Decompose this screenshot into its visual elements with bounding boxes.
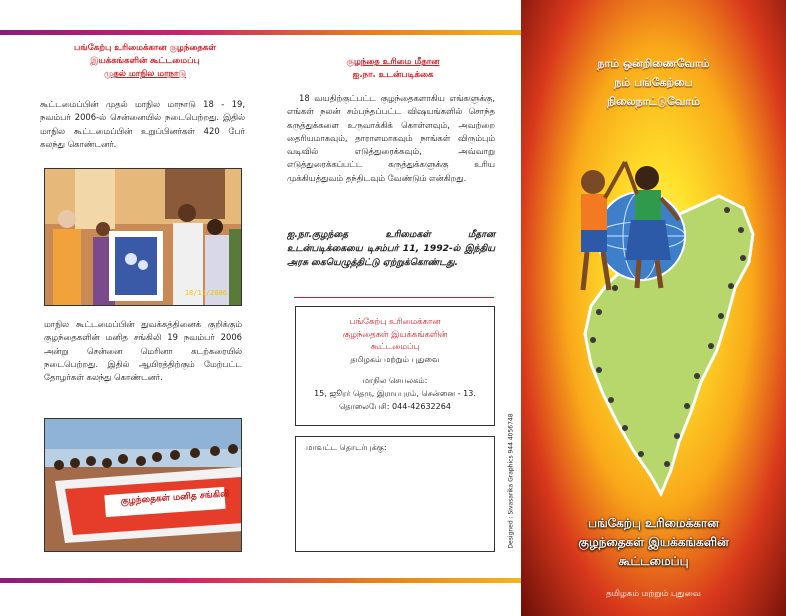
designer-credit <box>505 406 517 556</box>
left-panel-title <box>40 42 250 81</box>
human-chain-photo-image <box>45 419 242 552</box>
contact-org-line-3: கூட்டமைப்பு <box>370 341 420 351</box>
cover-org-line-2: குழந்தைகள் இயக்கங்களின் <box>578 535 729 549</box>
cover-region: தமிழகம் மற்றும் புதுவை <box>606 589 701 599</box>
left-title-line-1: பங்கேற்பு உரிமைக்கான குழந்தைகள் <box>73 43 217 53</box>
photo-date-stamp: 18/11/2006 <box>184 289 227 297</box>
left-title-line-3: முதல் மாநில மாநாடு <box>103 69 187 79</box>
contact-org-name <box>296 315 494 353</box>
district-contact-box <box>295 436 495 552</box>
contact-org-line-2: குழந்தைகள் இயக்கங்களின் <box>342 328 448 339</box>
cover-org-name <box>521 514 786 571</box>
left-title-line-2: இயக்கங்களின் கூட்டமைப்பு <box>90 56 200 66</box>
slogan-line-3: நிலைநாட்டுவோம் <box>607 95 700 108</box>
top-color-bar <box>0 30 521 35</box>
slogan-line-2: நம் பங்கேற்பை <box>614 76 693 89</box>
cover-illustration <box>521 150 786 510</box>
human-chain-paragraph: மாநில கூட்டமைப்பின் துவக்கத்தினைக் குறிக்கும் குழந்தைகளின் மனித சங்கிலி 19 நவம்பர் 2006 அன்று சென்னை மெரினா கடற்கரையில் நடைபெற்றது. இதில் ஆயிரத்திற்கும் மேற்பட்ட தோழர்கள் கலந்து கொண்டனர். <box>44 319 242 383</box>
office-phone: தொலைபேசி: 044-42632264 <box>339 401 451 411</box>
india-signing-paragraph: ஐ.நா.குழந்தை உரிமைகள் மீதான உடன்படிக்கையை டிசம்பர் 11, 1992-ல் இந்திய அரசு கையெழுத்திட்டு ஏற்றுக்கொண்டது. <box>287 229 495 268</box>
designer-credit-text: Designed : Sivasarika Graphics 944 4056748 <box>507 413 515 549</box>
office-address: 15, ஜூரர் தெரு, இராயபுரம், சென்னை - 13. <box>314 388 476 398</box>
human-chain-photo <box>44 418 242 552</box>
cover-org-line-3: கூட்டமைப்பு <box>618 554 689 568</box>
middle-title-line-1: குழந்தை உரிமை மீதான <box>346 57 440 67</box>
conference-photo <box>44 168 242 306</box>
conference-paragraph: கூட்டமைப்பின் முதல் மாநில மாநாடு 18 - 19, நவம்பர் 2006-ல் சென்னையில் நடைபெற்றது. இதில் மாநில கூட்டமைப்பின் உறுப்பினர்கள் 420 பேர் கலந்து கொண்டனர். <box>40 99 245 149</box>
contact-box <box>295 306 495 426</box>
contact-region: தமிழகம் மற்றும் புதுவை <box>350 354 440 364</box>
middle-panel-title <box>287 56 499 82</box>
district-contact-label: மாவட்ட தொடர்புக்கு: <box>306 443 387 452</box>
middle-title-line-2: ஐ.நா. உடன்படிக்கை <box>352 70 434 80</box>
cover-slogan <box>521 54 786 111</box>
uncrc-paragraph: 18 வயதிற்குட்பட்ட குழந்தைகளாகிய எங்களுக்கு, எங்கள் நலன் சம்பந்தப்பட்ட விஷயங்களில் சொந்த கருத்துக்களை உருவாக்கிக் கொள்ளவும், அவற்றை தைரியமாகவும், தாராளமாகவும் நாங்கள் விரும்பும் வடிவில் எடுத்துரைக்கவும், அவ்வாறு எடுத்துரைக்கப்பட்ட கருத்துக்களுக்கு உரிய முக்கியத்துவம் தந்திடவும் வேண்டும் என்கிறது. <box>287 93 495 183</box>
contact-org-line-1: பங்கேற்பு உரிமைக்கான <box>349 316 441 326</box>
bottom-color-bar <box>0 578 521 583</box>
cover-org-line-1: பங்கேற்பு உரிமைக்கான <box>588 516 719 530</box>
cover-panel <box>521 0 786 616</box>
banner-text: குழந்தைகள் மனித சங்கிலி <box>120 489 230 507</box>
red-divider <box>294 297 494 298</box>
conference-photo-image <box>45 169 242 306</box>
slogan-line-1: நாம் ஒன்றிணைவோம் <box>597 57 710 70</box>
office-label: மாநில செயலகம்: <box>362 375 428 385</box>
